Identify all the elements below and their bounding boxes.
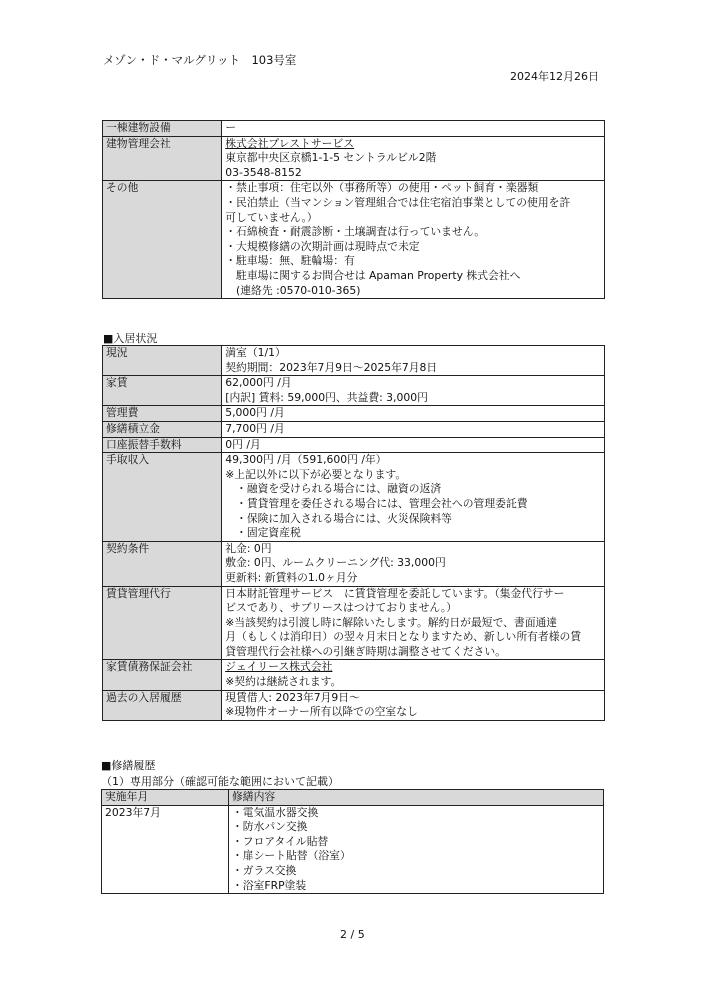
- document-date: 2024年12月26日: [510, 70, 599, 83]
- occupancy-row: [103, 586, 605, 660]
- occupancy-row-label: 過去の入居履歴: [103, 690, 222, 720]
- value-line: 貸管理代行会社様への引継ぎ時期は調整させてください。: [225, 644, 506, 658]
- occupancy-row: [103, 376, 605, 406]
- repair-items: [229, 805, 604, 894]
- value-line: ・賃貸管理を委任される場合には、管理会社への管理委託費: [225, 496, 528, 510]
- value-line: 月（もしくは消印日）の翌々月末日となりますため、新しい所有者様の賃: [225, 630, 582, 644]
- page-number: 2 / 5: [340, 928, 365, 941]
- occupancy-row-label: 賃貸管理代行: [103, 586, 222, 660]
- repair-heading: ■修繕履歴: [101, 759, 156, 772]
- repair-col-content-header: 修繕内容: [229, 790, 604, 806]
- value-line: 駐車場に関するお問合せは Apaman Property 株式会社へ: [225, 268, 521, 282]
- company-link[interactable]: 株式会社プレストサービス: [225, 136, 355, 150]
- occupancy-row: [103, 406, 605, 422]
- building-row-label: 建物管理会社: [103, 136, 222, 181]
- value-line: 49,300円 /月（591,600円 /年）: [225, 453, 387, 467]
- value-line: 日本財託管理サービス に賃貸管理を委託しています。（集金代行サー: [225, 586, 565, 600]
- value-line: ※契約は継続されます。: [225, 675, 342, 689]
- value-line: ー: [225, 121, 237, 134]
- value-line: 更新料: 新賃料の1.0ヶ月分: [225, 570, 358, 584]
- repair-row: [102, 805, 604, 894]
- value-line: ・石綿検査・耐震診断・土壌調査は行っていません。: [225, 225, 486, 239]
- occupancy-row-value: [222, 660, 605, 690]
- repair-item: ・ガラス交換: [232, 863, 297, 877]
- repair-header-row: [102, 790, 604, 806]
- building-row-label: 一棟建物設備: [103, 121, 222, 137]
- occupancy-row: [103, 437, 605, 453]
- value-line: 東京都中央区京橋1-1-5 セントラルビル2階: [225, 151, 437, 165]
- value-line: 7,700円 /月: [225, 421, 285, 435]
- building-table: [102, 120, 605, 299]
- value-line: ・大規模修繕の次期計画は現時点で未定: [225, 239, 420, 253]
- value-line: 敷金: 0円、ルームクリーニング代: 33,000円: [225, 556, 446, 570]
- occupancy-row: [103, 541, 605, 586]
- occupancy-row-value: [222, 453, 605, 542]
- building-row-value: [222, 121, 605, 137]
- repair-date: 2023年7月: [102, 805, 229, 894]
- building-row-value: [222, 181, 605, 299]
- occupancy-row: [103, 690, 605, 720]
- occupancy-row-label: 手取収入: [103, 453, 222, 542]
- repair-item: ・扉シート貼替（浴室）: [232, 849, 351, 863]
- value-line: 満室（1/1）: [225, 346, 286, 359]
- value-line: 契約期間：2023年7月9日～2025年7月8日: [225, 360, 438, 374]
- page-title: メゾン・ド・マルグリット 103号室: [103, 53, 297, 67]
- occupancy-row-value: [222, 586, 605, 660]
- building-row-value: [222, 136, 605, 181]
- value-line: ※上記以外に以下が必要となります。: [225, 467, 407, 481]
- occupancy-row-value: [222, 690, 605, 720]
- occupancy-row-label: 管理費: [103, 406, 222, 422]
- value-line: ※当該契約は引渡し時に解除いたします。解約日が最短で、書面通達: [225, 615, 558, 629]
- value-line: 62,000円 /月: [225, 376, 292, 390]
- value-line: ・駐車場：無、駐輪場：有: [225, 254, 355, 268]
- occupancy-row-label: 家賃債務保証会社: [103, 660, 222, 690]
- occupancy-table: [102, 345, 605, 721]
- occupancy-row: [103, 346, 605, 376]
- occupancy-row-label: 現況: [103, 346, 222, 376]
- occupancy-heading: ■入居状況: [103, 332, 158, 345]
- occupancy-row-value: [222, 421, 605, 437]
- repair-item: ・防水パン交換: [232, 820, 308, 834]
- repair-col-date-header: 実施年月: [102, 790, 229, 806]
- occupancy-row-value: [222, 346, 605, 376]
- value-line: ・民泊禁止（当マンション管理組合では住宅宿泊事業としての使用を許: [225, 195, 571, 209]
- value-line: ・禁止事項：住宅以外（事務所等）の使用・ペット飼育・楽器類: [225, 181, 539, 195]
- value-line: 可していません。）: [225, 210, 318, 224]
- occupancy-row-value: [222, 406, 605, 422]
- occupancy-row-label: 契約条件: [103, 541, 222, 586]
- company-link[interactable]: ジェイリース株式会社: [225, 660, 333, 674]
- occupancy-row-label: 修繕積立金: [103, 421, 222, 437]
- occupancy-row: [103, 453, 605, 542]
- value-line: 0円 /月: [225, 437, 261, 451]
- repair-item: ・フロアタイル貼替: [232, 834, 329, 848]
- occupancy-row-label: 家賃: [103, 376, 222, 406]
- repair-item: ・電気温水器交換: [232, 805, 319, 819]
- value-line: 現賃借人: 2023年7月9日～: [225, 690, 360, 704]
- building-row: [103, 181, 605, 299]
- building-row-label: その他: [103, 181, 222, 299]
- value-line: ※現物件オーナー所有以降での空室なし: [225, 705, 418, 719]
- value-line: ・保険に加入される場合には、火災保険料等: [225, 511, 452, 525]
- value-line: 5,000円 /月: [225, 406, 285, 420]
- value-line: 礼金: 0円: [225, 541, 272, 555]
- building-row: [103, 136, 605, 181]
- occupancy-row-value: [222, 437, 605, 453]
- building-row: [103, 121, 605, 137]
- value-line: (連絡先 :0570-010-365): [225, 283, 361, 297]
- repair-item: ・浴室FRP塗装: [232, 878, 307, 892]
- repair-subheading: （1）専用部分（確認可能な範囲において記載）: [101, 775, 339, 788]
- value-line: ・固定資産税: [225, 526, 301, 540]
- occupancy-row: [103, 421, 605, 437]
- repair-table: [101, 789, 604, 894]
- value-line: ビスであり、サブリースはつけておりません。）: [225, 601, 458, 615]
- occupancy-row: [103, 660, 605, 690]
- occupancy-row-value: [222, 541, 605, 586]
- value-line: ・融資を受けられる場合には、融資の返済: [225, 482, 442, 496]
- value-line: 03-3548-8152: [225, 165, 302, 179]
- value-line: [内訳] 賃料: 59,000円、共益費: 3,000円: [225, 390, 428, 404]
- occupancy-row-value: [222, 376, 605, 406]
- occupancy-row-label: 口座振替手数料: [103, 437, 222, 453]
